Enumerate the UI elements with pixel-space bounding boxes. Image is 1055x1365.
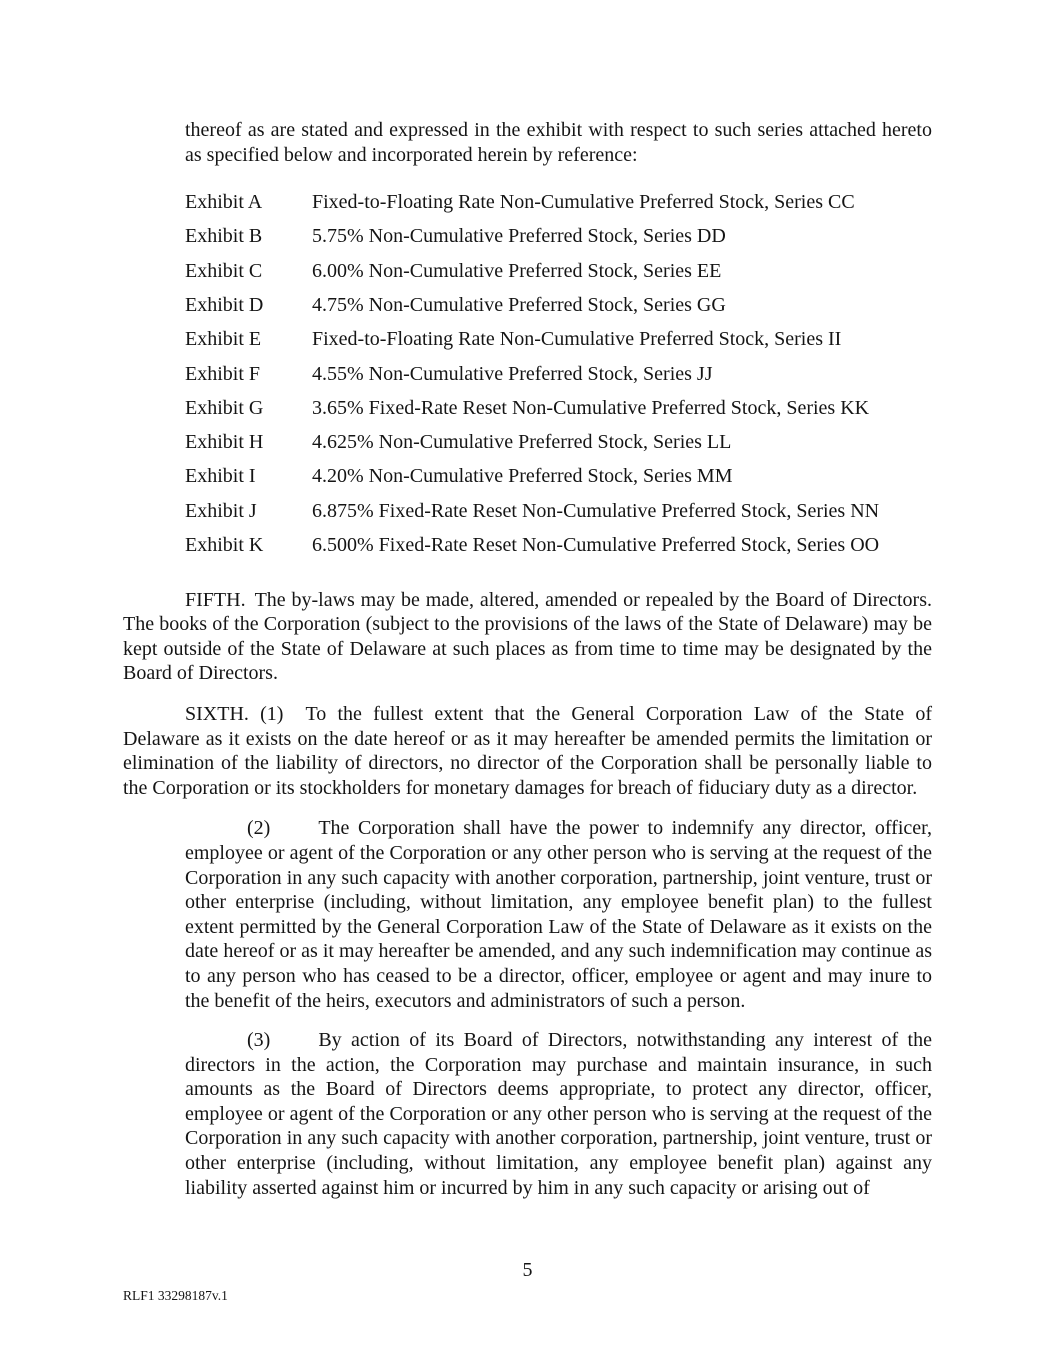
page-number: 5: [522, 1259, 533, 1281]
exhibit-label: Exhibit D: [185, 294, 264, 317]
exhibit-list: [185, 190, 932, 557]
exhibit-label: Exhibit I: [185, 465, 256, 488]
paragraph-sixth-1-label: SIXTH. (1): [185, 702, 284, 725]
paragraph-sixth-2: [185, 816, 937, 1013]
exhibit-label: Exhibit H: [185, 431, 264, 454]
exhibit-row: [185, 396, 932, 421]
exhibit-row: [185, 259, 932, 284]
exhibit-row: [185, 464, 932, 489]
exhibit-row: [185, 224, 932, 249]
intro-paragraph: thereof as are stated and expressed in the exhibit with respect to such series attached hereto as specified below and incorporated herein by reference:: [185, 119, 932, 166]
exhibit-description: 3.65% Fixed-Rate Reset Non-Cumulative Preferred Stock, Series KK: [312, 396, 870, 419]
exhibit-row: [185, 190, 932, 215]
exhibit-description: 6.500% Fixed-Rate Reset Non-Cumulative Preferred Stock, Series OO: [312, 534, 880, 556]
exhibit-row: [185, 327, 932, 352]
paragraph-sixth-2-text: The Corporation shall have the power to indemnify any director, officer, employee or agent of the Corporation or any other person who is serving at the request of the Corporation in any such capacity with another corporation, partnership, joint venture, trust or other enterprise (including, without limitation, any employee benefit plan) to the fullest extent permitted by the General Corporation Law of the State of Delaware as it exists on the date hereof or as it may hereafter be amended, and any such indemnification may continue as to any person who has ceased to be a director, officer, employee or agent and may inure to the benefit of the heirs, executors and administrators of such a person.: [185, 817, 937, 1012]
exhibit-row: [185, 533, 932, 558]
exhibit-label: Exhibit G: [185, 396, 264, 419]
exhibit-label: Exhibit F: [185, 362, 261, 385]
exhibit-label: Exhibit E: [185, 328, 262, 351]
exhibit-row: [185, 293, 932, 318]
exhibit-label: Exhibit A: [185, 191, 263, 214]
exhibit-row: [185, 430, 932, 455]
paragraph-fifth: [123, 588, 942, 686]
paragraph-fifth-label: FIFTH.: [185, 588, 246, 611]
exhibit-label: Exhibit K: [185, 534, 264, 556]
exhibit-description: 4.55% Non-Cumulative Preferred Stock, Series JJ: [312, 362, 713, 385]
exhibit-label: Exhibit J: [185, 499, 257, 522]
document-content: [123, 0, 942, 1215]
exhibit-description: Fixed-to-Floating Rate Non-Cumulative Preferred Stock, Series CC: [312, 191, 855, 214]
exhibit-description: 6.00% Non-Cumulative Preferred Stock, Series EE: [312, 259, 722, 282]
paragraph-sixth-1-text: To the fullest extent that the General Corporation Law of the State of Delaware as it exists on the date hereof or as it may hereafter be amended permits the limitation or elimination of the liability of directors, no director of the Corporation shall be personally liable to the Corporation or its stockholders for monetary damages for breach of fiduciary duty as a director.: [123, 702, 937, 799]
exhibit-description: 5.75% Non-Cumulative Preferred Stock, Series DD: [312, 225, 726, 248]
exhibit-row: [185, 362, 932, 387]
paragraph-sixth-3-label: (3): [247, 1029, 271, 1052]
document-id-footer: RLF1 33298187v.1: [123, 1288, 228, 1303]
paragraph-sixth-3-text: By action of its Board of Directors, notwithstanding any interest of the directors in the action, the Corporation may purchase and maintain insurance, in such amounts as the Board of Directors deems appropriate, to protect any director, officer, employee or agent of the Corporation or any other person who is serving at the request of the Corporation in any such capacity with another corporation, partnership, joint venture, trust or other enterprise (including, without limitation, any employee benefit plan) against any liability asserted against him or incurred by him in any such capacity or arising out of: [185, 1029, 937, 1199]
paragraph-sixth-1: [123, 702, 937, 800]
exhibit-description: Fixed-to-Floating Rate Non-Cumulative Preferred Stock, Series II: [312, 328, 842, 351]
exhibit-description: 6.875% Fixed-Rate Reset Non-Cumulative Preferred Stock, Series NN: [312, 499, 880, 522]
exhibit-description: 4.20% Non-Cumulative Preferred Stock, Series MM: [312, 465, 733, 488]
exhibit-description: 4.625% Non-Cumulative Preferred Stock, Series LL: [312, 431, 732, 454]
exhibit-label: Exhibit B: [185, 225, 263, 248]
exhibit-label: Exhibit C: [185, 259, 263, 282]
paragraph-fifth-text: The by-laws may be made, altered, amended or repealed by the Board of Directors. The books of the Corporation (subject to the provisions of the laws of the State of Delaware) may be kept outside of the State of Delaware at such places as from time to time may be designated by the Board of Directors.: [123, 588, 942, 685]
paragraph-sixth-2-label: (2): [247, 817, 271, 840]
paragraph-sixth-3: [185, 1028, 937, 1200]
exhibit-description: 4.75% Non-Cumulative Preferred Stock, Series GG: [312, 294, 726, 317]
exhibit-row: [185, 499, 932, 524]
